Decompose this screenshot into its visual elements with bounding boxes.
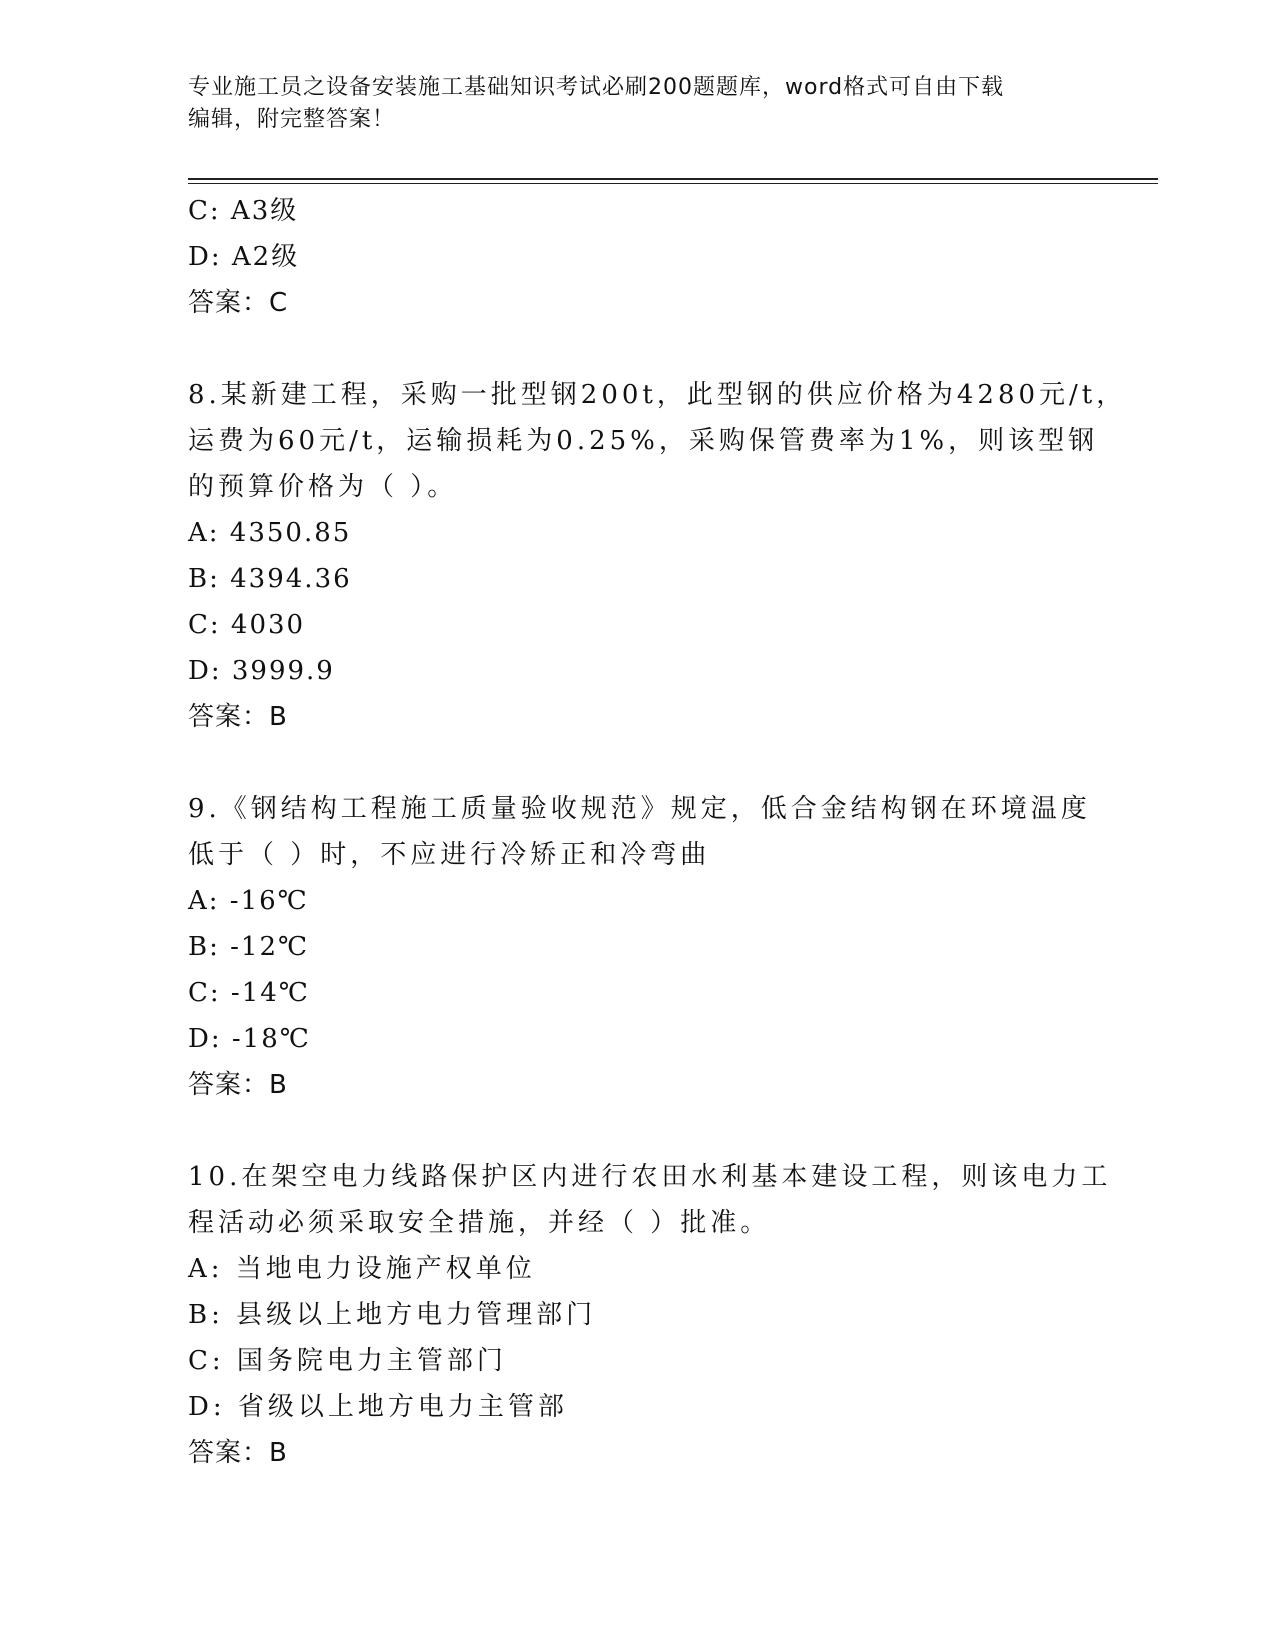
- q8-option-c: C: 4030: [188, 610, 306, 640]
- q8-text-line-3: 的预算价格为（ ）。: [188, 472, 458, 502]
- q10-answer: 答案：B: [188, 1438, 288, 1468]
- q8-option-b: B: 4394.36: [188, 564, 352, 594]
- q9-text-line-2: 低于（ ）时，不应进行冷矫正和冷弯曲: [188, 840, 711, 870]
- prev-option-c: C: A3级: [188, 196, 299, 226]
- q10-option-c: C: 国务院电力主管部门: [188, 1346, 507, 1376]
- q8-answer: 答案：B: [188, 702, 288, 732]
- prev-option-d: D: A2级: [188, 242, 300, 272]
- header-divider-thick: [188, 178, 1158, 180]
- q9-option-a: A: -16℃: [188, 886, 309, 916]
- q9-option-c: C: -14℃: [188, 978, 310, 1008]
- q9-answer: 答案：B: [188, 1070, 288, 1100]
- q8-option-d: D: 3999.9: [188, 656, 335, 686]
- q10-option-b: B: 县级以上地方电力管理部门: [188, 1300, 597, 1330]
- header-line-1: 专业施工员之设备安装施工基础知识考试必刷200题题库，word格式可自由下载: [188, 75, 1005, 100]
- q8-option-a: A: 4350.85: [188, 518, 352, 548]
- q9-option-d: D: -18℃: [188, 1024, 311, 1054]
- document-header: [188, 72, 1068, 136]
- prev-answer: 答案：C: [188, 288, 289, 318]
- q9-option-b: B: -12℃: [188, 932, 310, 962]
- q10-text-line-1: 10.在架空电力线路保护区内进行农田水利基本建设工程，则该电力工: [188, 1162, 1112, 1192]
- header-line-2: 编辑，附完整答案！: [188, 107, 396, 132]
- q8-text-line-1: 8.某新建工程，采购一批型钢200t，此型钢的供应价格为4280元/t，: [188, 380, 1127, 410]
- q10-option-d: D: 省级以上地方电力主管部: [188, 1392, 568, 1422]
- header-divider-thin: [188, 183, 1158, 184]
- q10-text-line-2: 程活动必须采取安全措施，并经（ ）批准。: [188, 1208, 771, 1238]
- q9-text-line-1: 9.《钢结构工程施工质量验收规范》规定，低合金结构钢在环境温度: [188, 794, 1091, 824]
- q8-text-line-2: 运费为60元/t，运输损耗为0.25%，采购保管费率为1%，则该型钢: [188, 426, 1099, 456]
- q10-option-a: A: 当地电力设施产权单位: [188, 1254, 536, 1284]
